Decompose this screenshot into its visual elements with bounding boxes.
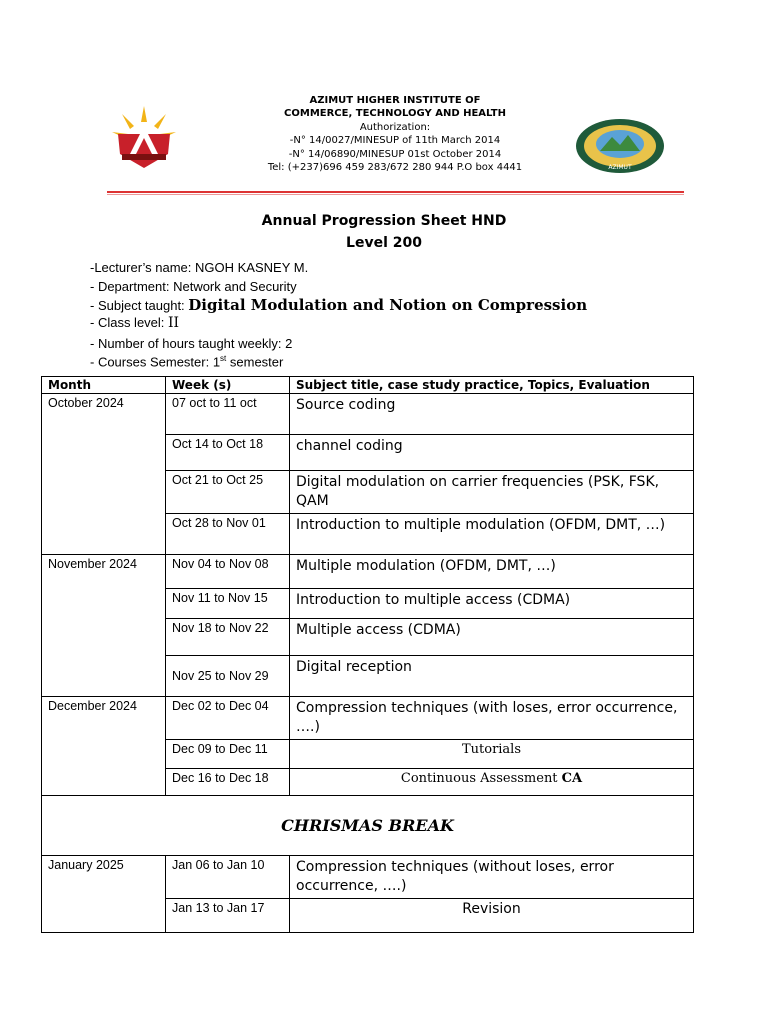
topic-cell: Compression techniques (with loses, error occurrence, ….) — [290, 697, 694, 740]
week-cell: Jan 13 to Jan 17 — [166, 899, 290, 933]
week-cell: Nov 25 to Nov 29 — [166, 656, 290, 697]
institute-logo-left — [108, 104, 180, 172]
topic-cell: Digital modulation on carrier frequencies (PSK, FSK, QAM — [290, 471, 694, 514]
svg-text:AZIMUT: AZIMUT — [608, 164, 632, 171]
topic-cell: Multiple modulation (OFDM, DMT, …) — [290, 555, 694, 589]
topic-cell: Compression techniques (without loses, error occurrence, ….) — [290, 856, 694, 899]
header-line-2: COMMERCE, TECHNOLOGY AND HEALTH — [284, 108, 506, 120]
week-cell: Dec 02 to Dec 04 — [166, 697, 290, 740]
course-semester — [90, 354, 283, 369]
topic-cell: channel coding — [290, 435, 694, 471]
month-cell: December 2024 — [42, 697, 166, 796]
header-subject: Subject title, case study practice, Topics, Evaluation — [290, 377, 694, 394]
header-line-3: Authorization: — [359, 121, 431, 133]
subject-value: Digital Modulation and Notion on Compression — [188, 296, 588, 314]
week-cell: Oct 28 to Nov 01 — [166, 514, 290, 555]
month-cell: November 2024 — [42, 555, 166, 697]
week-cell: Nov 04 to Nov 08 — [166, 555, 290, 589]
month-cell: October 2024 — [42, 394, 166, 555]
header-month: Month — [42, 377, 166, 394]
break-row — [42, 796, 694, 856]
header-line-5: -N° 14/06890/MINESUP 01st October 2014 — [288, 148, 502, 160]
header-line-4: -N° 14/0027/MINESUP of 11th March 2014 — [289, 135, 501, 147]
header-divider-shadow — [107, 194, 684, 195]
week-cell: 07 oct to 11 oct — [166, 394, 290, 435]
week-cell: Jan 06 to Jan 10 — [166, 856, 290, 899]
week-cell: Nov 18 to Nov 22 — [166, 619, 290, 656]
topic-cell: Digital reception — [290, 656, 694, 697]
lecturer-name: -Lecturer’s name: NGOH KASNEY M. — [90, 260, 309, 275]
month-cell: January 2025 — [42, 856, 166, 933]
semester-label: - Courses Semester: 1 — [90, 354, 221, 370]
week-cell: Dec 09 to Dec 11 — [166, 740, 290, 769]
topic-cell: Introduction to multiple access (CDMA) — [290, 589, 694, 619]
semester-sup: st — [220, 354, 227, 363]
topic-cell: Source coding — [290, 394, 694, 435]
ca-label: Continuous Assessment — [400, 771, 562, 786]
ca-abbr: CA — [561, 771, 583, 786]
class-value: II — [168, 315, 180, 331]
week-cell: Nov 11 to Nov 15 — [166, 589, 290, 619]
document-title: Annual Progression Sheet HND — [261, 213, 507, 229]
week-cell: Dec 16 to Dec 18 — [166, 769, 290, 796]
topic-cell: Tutorials — [290, 740, 694, 769]
table-row — [42, 555, 694, 589]
header-line-1: AZIMUT HIGHER INSTITUTE OF — [309, 95, 481, 106]
table-header-row — [42, 377, 694, 394]
document-subtitle: Level 200 — [346, 235, 422, 251]
table-row — [42, 856, 694, 899]
header-week: Week (s) — [166, 377, 290, 394]
class-level — [90, 315, 179, 331]
header-divider — [107, 191, 684, 193]
subject-label: - Subject taught: — [90, 298, 189, 313]
progression-table — [41, 376, 694, 933]
christmas-break: CHRISMAS BREAK — [42, 796, 694, 856]
weekly-hours: - Number of hours taught weekly: 2 — [90, 336, 293, 351]
header-line-6: Tel: (+237)696 459 283/672 280 944 P.O box 4441 — [267, 162, 523, 174]
week-cell: Oct 21 to Oct 25 — [166, 471, 290, 514]
class-label: - Class level: — [90, 315, 169, 330]
semester-suffix: semester — [226, 354, 284, 370]
table-row — [42, 697, 694, 740]
topic-cell: Revision — [290, 899, 694, 933]
department: - Department: Network and Security — [90, 279, 297, 294]
topic-cell: Multiple access (CDMA) — [290, 619, 694, 656]
subject-taught — [90, 296, 587, 314]
institute-logo-right — [574, 117, 666, 175]
institute-header — [250, 94, 540, 174]
table-row — [42, 394, 694, 435]
topic-cell — [290, 769, 694, 796]
topic-cell: Introduction to multiple modulation (OFDM, DMT, …) — [290, 514, 694, 555]
week-cell: Oct 14 to Oct 18 — [166, 435, 290, 471]
